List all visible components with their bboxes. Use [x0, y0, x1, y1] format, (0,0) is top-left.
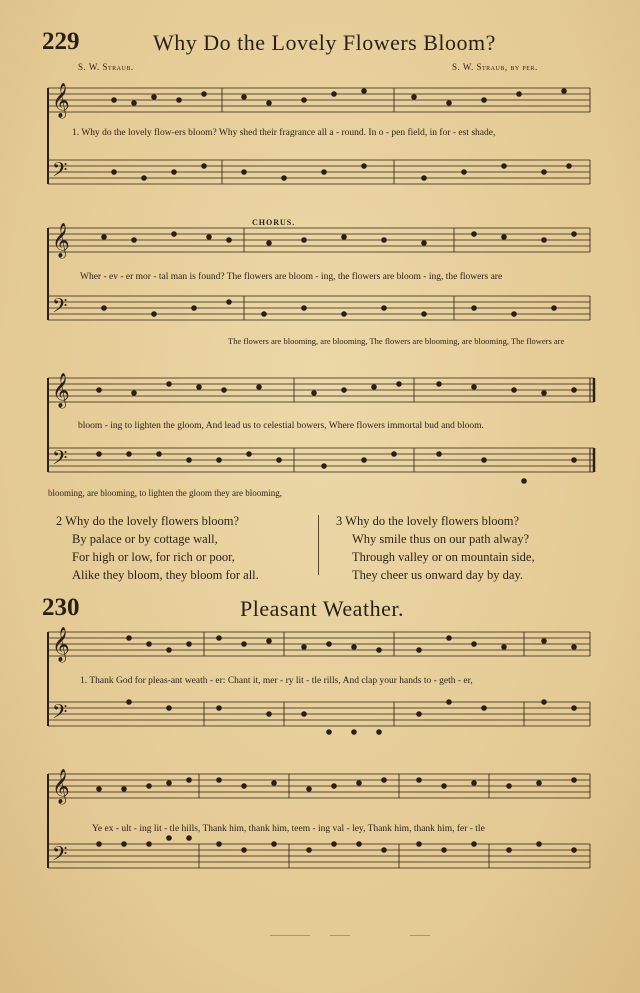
ornament-rule — [330, 935, 350, 936]
lyric-line: 1. Why do the lovely flow-ers bloom? Why shed their fragrance all a - round. In o - pen field, in for - est shade, — [72, 128, 496, 138]
bass-lyric-line: blooming, are blooming, to lighten the gloom they are blooming, — [48, 488, 282, 498]
verse-line: Through valley or on mountain side, — [352, 550, 535, 564]
svg-text:𝄢: 𝄢 — [52, 844, 68, 870]
svg-text:𝄢: 𝄢 — [52, 296, 68, 322]
lyric-line: 1. Thank God for pleas-ant weath - er: Chant it, mer - ry lit - tle rills, And clap your hands to - geth - er, — [80, 676, 473, 686]
svg-text:𝄞: 𝄞 — [52, 628, 70, 661]
lyric-line: Wher - ev - er mor - tal man is found? The flowers are bloom - ing, the flowers are bloom - ing, the flowers are — [80, 272, 503, 282]
ornament-rule — [270, 935, 310, 936]
hymn-number: 229 — [42, 28, 80, 55]
hymn-number: 230 — [42, 594, 80, 621]
verse-line: They cheer us onward day by day. — [352, 568, 524, 582]
svg-text:𝄢: 𝄢 — [52, 448, 68, 474]
lyric-line: Ye ex - ult - ing lit - tle hills, Thank him, thank him, teem - ing val - ley, Thank him, thank him, fer - tle — [92, 824, 485, 834]
verse-3 — [336, 512, 535, 584]
svg-text:𝄢: 𝄢 — [52, 160, 68, 186]
arranger-credit: S. W. Straub, by per. — [452, 62, 538, 72]
svg-text:𝄞: 𝄞 — [52, 770, 70, 803]
svg-text:𝄞: 𝄞 — [52, 224, 70, 257]
verse-line: For high or low, for rich or poor, — [72, 550, 235, 564]
lyric-line: bloom - ing to lighten the gloom, And lead us to celestial bowers, Where flowers immortal bud and bloom. — [78, 421, 484, 431]
ornament-rule — [410, 935, 430, 936]
verse-divider — [318, 515, 319, 575]
svg-text:𝄞: 𝄞 — [52, 84, 70, 117]
verse-line: Alike they bloom, they bloom for all. — [72, 568, 259, 582]
svg-text:𝄞: 𝄞 — [52, 374, 70, 407]
verse-line: 3 Why do the lovely flowers bloom? — [336, 514, 520, 528]
composer-credit: S. W. Straub. — [78, 62, 134, 72]
chorus-label: CHORUS. — [252, 218, 296, 227]
verse-line: 2 Why do the lovely flowers bloom? — [56, 514, 240, 528]
svg-text:𝄢: 𝄢 — [52, 702, 68, 728]
bass-lyric-line: The flowers are blooming, are blooming, The flowers are blooming, are blooming, The flowers are — [228, 336, 565, 346]
verse-line: By palace or by cottage wall, — [72, 532, 218, 546]
verse-line: Why smile thus on our path alway? — [352, 532, 530, 546]
hymn-title: Pleasant Weather. — [240, 596, 404, 621]
verse-2 — [56, 512, 259, 584]
hymn-title: Why Do the Lovely Flowers Bloom? — [153, 30, 496, 55]
